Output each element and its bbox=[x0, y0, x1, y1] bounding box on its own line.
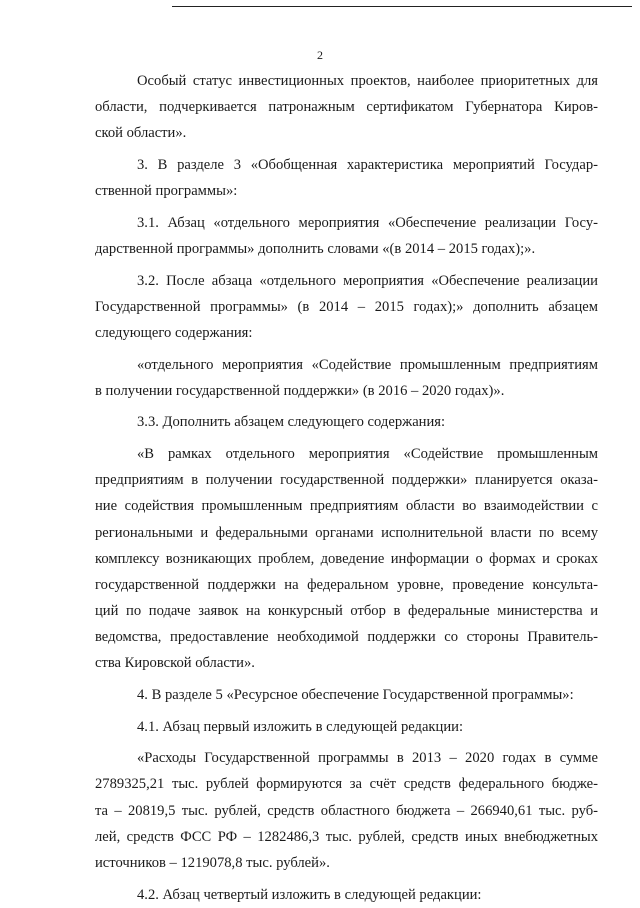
paragraph bbox=[95, 745, 598, 876]
top-rule bbox=[172, 6, 632, 7]
text-line: 3.2. После абзаца «отдельного мероприятия «Обеспечение реализации bbox=[137, 272, 598, 289]
text-line: ведомства, предоставление необходимой поддержки со стороны Правитель- bbox=[95, 629, 598, 646]
text-line: дарственной программы» дополнить словами «(в 2014 – 2015 годах);». bbox=[95, 240, 536, 257]
page-number: 2 bbox=[317, 48, 323, 62]
text-line: следующего содержания: bbox=[95, 324, 253, 341]
text-line: Особый статус инвестиционных проектов, наиболее приоритетных для bbox=[137, 73, 598, 89]
text-line: ственной программы»: bbox=[95, 183, 238, 200]
text-line: ства Кировской области». bbox=[95, 655, 255, 672]
paragraph bbox=[95, 152, 598, 204]
text-line: ской области». bbox=[95, 125, 187, 142]
text-line: «В рамках отдельного мероприятия «Содействие промышленным bbox=[137, 446, 598, 463]
text-line: 4.1. Абзац первый изложить в следующей редакции: bbox=[137, 718, 464, 735]
paragraph bbox=[95, 409, 598, 435]
text-line: источников – 1219078,8 тыс. рублей». bbox=[95, 854, 330, 871]
text-line: 4. В разделе 5 «Ресурсное обеспечение Государственной программы»: bbox=[137, 686, 574, 703]
paragraph bbox=[95, 352, 598, 404]
document-body bbox=[95, 68, 598, 908]
text-line: ние содействия промышленным предприятиям области во взаимодействии с bbox=[95, 498, 598, 515]
text-line: 4.2. Абзац четвертый изложить в следующей редакции: bbox=[137, 886, 482, 903]
text-line: комплексу возникающих проблем, доведение информации о формах и сроках bbox=[95, 550, 598, 567]
text-line: ций по подаче заявок на конкурсный отбор в федеральные министерства и bbox=[95, 602, 598, 619]
text-line: та – 20819,5 тыс. рублей, средств областного бюджета – 266940,61 тыс. руб- bbox=[95, 802, 598, 819]
text-line: 2789325,21 тыс. рублей формируются за счёт средств федерального бюдже- bbox=[95, 776, 598, 793]
text-line: 3.1. Абзац «отдельного мероприятия «Обеспечение реализации Госу- bbox=[137, 214, 598, 231]
text-line: 3.3. Дополнить абзацем следующего содержания: bbox=[137, 414, 446, 431]
text-line: «Расходы Государственной программы в 2013 – 2020 годах в сумме bbox=[137, 750, 598, 767]
paragraph bbox=[95, 210, 598, 262]
paragraph bbox=[95, 714, 598, 740]
text-line: «отдельного мероприятия «Содействие промышленным предприятиям bbox=[137, 356, 598, 373]
paragraph bbox=[95, 441, 598, 676]
text-line: области, подчеркивается патронажным сертификатом Губернатора Киров- bbox=[95, 99, 598, 116]
text-line: региональными и федеральными органами исполнительной власти по всему bbox=[95, 524, 598, 541]
paragraph bbox=[95, 268, 598, 346]
text-line: в получении государственной поддержки» (в 2016 – 2020 годах)». bbox=[95, 382, 505, 399]
paragraph bbox=[95, 882, 598, 908]
paragraph bbox=[95, 682, 598, 708]
text-line: 3. В разделе 3 «Обобщенная характеристика мероприятий Государ- bbox=[137, 156, 598, 173]
text-line: Государственной программы» (в 2014 – 2015 годах);» дополнить абзацем bbox=[95, 298, 598, 315]
text-line: лей, средств ФСС РФ – 1282486,3 тыс. рублей, средств иных внебюджетных bbox=[95, 828, 598, 845]
text-line: предприятиям в получении государственной поддержки» планируется оказа- bbox=[95, 472, 598, 489]
paragraph bbox=[95, 68, 598, 146]
text-line: государственной поддержки на федеральном уровне, проведение консульта- bbox=[95, 576, 598, 593]
